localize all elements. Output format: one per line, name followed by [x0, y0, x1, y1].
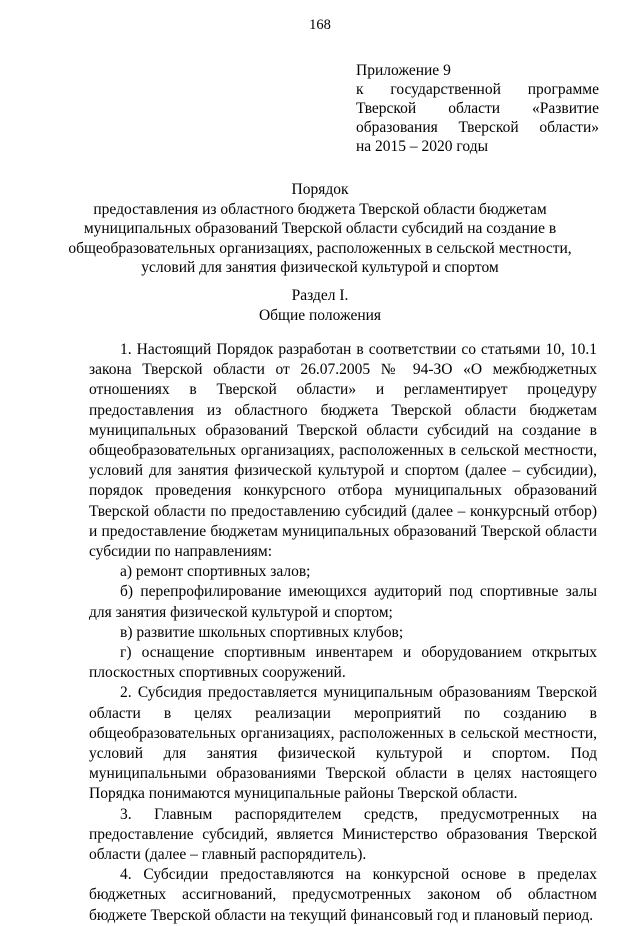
title-line: условий для занятия физической культурой и спортом [141, 259, 499, 277]
page-number: 168 [309, 17, 331, 33]
annex-line: на 2015 – 2020 годы [356, 138, 488, 155]
annex-line: образования Тверской области» [356, 119, 599, 136]
paragraph-1: 1. Настоящий Порядок разработан в соответствии со статьями 10, 10.1 закона Тверской области от 26.07.2005 № 94-ЗО «О межбюджетных отношениях в Тверской области» и регламентирует процедуру предоставления из областного бюджета Тверской области бюджетам муниципальных образований Тверской области субсидий на создание в общеобразовательных организациях, расположенных в сельской местности, условий для занятия физической культурой и спортом (далее – субсидии), порядок проведения конкурсного отбора муниципальных образований Тверской области по предоставлению субсидий (далее – конкурсный отбор) и предоставление бюджетам муниципальных образований Тверской области субсидии по направлениям: [89, 341, 597, 561]
paragraph-3: 3. Главным распорядителем средств, предусмотренных на предоставление субсидий, является Министерство образования Тверской области (далее – главный распорядитель). [89, 805, 597, 864]
title-line: общеобразовательных организациях, расположенных в сельской местности, [68, 239, 572, 257]
section-name: Общие положения [258, 306, 382, 324]
list-item-a: а) ремонт спортивных залов; [120, 563, 311, 581]
title-line: муниципальных образований Тверской области субсидий на создание в [83, 220, 557, 238]
annex-header [356, 61, 599, 156]
title-line: предоставления из областного бюджета Тверской области бюджетам [93, 200, 547, 218]
annex-line: Тверской области «Развитие [356, 100, 599, 117]
list-item-b: б) перепрофилирование имеющихся аудиторий под спортивные залы для занятия физической культурой и спортом; [89, 583, 597, 621]
section-number: Раздел I. [291, 287, 349, 304]
paragraph-2: 2. Субсидия предоставляется муниципальным образованиям Тверской области в целях реализации мероприятий по созданию в общеобразовательных организациях, расположенных в сельской местности, условий для занятия физической культурой и спортом. Под муниципальными образованиями Тверской области в целях настоящего Порядка понимаются муниципальные районы Тверской области. [89, 684, 597, 803]
list-item-c: в) развитие школьных спортивных клубов; [120, 623, 404, 641]
document-body [89, 340, 597, 926]
list-item-d: г) оснащение спортивным инвентарем и оборудованием открытых плоскостных спортивных сооружений. [89, 644, 597, 682]
section-heading [60, 286, 580, 325]
document-title [60, 180, 580, 278]
annex-line: к государственной программе [356, 81, 599, 98]
annex-line: Приложение 9 [356, 62, 451, 79]
title-heading: Порядок [291, 181, 349, 198]
paragraph-4: 4. Субсидии предоставляются на конкурсной основе в пределах бюджетных ассигнований, предусмотренных законом об областном бюджете Тверской области на текущий финансовый год и плановый период. [89, 866, 597, 924]
